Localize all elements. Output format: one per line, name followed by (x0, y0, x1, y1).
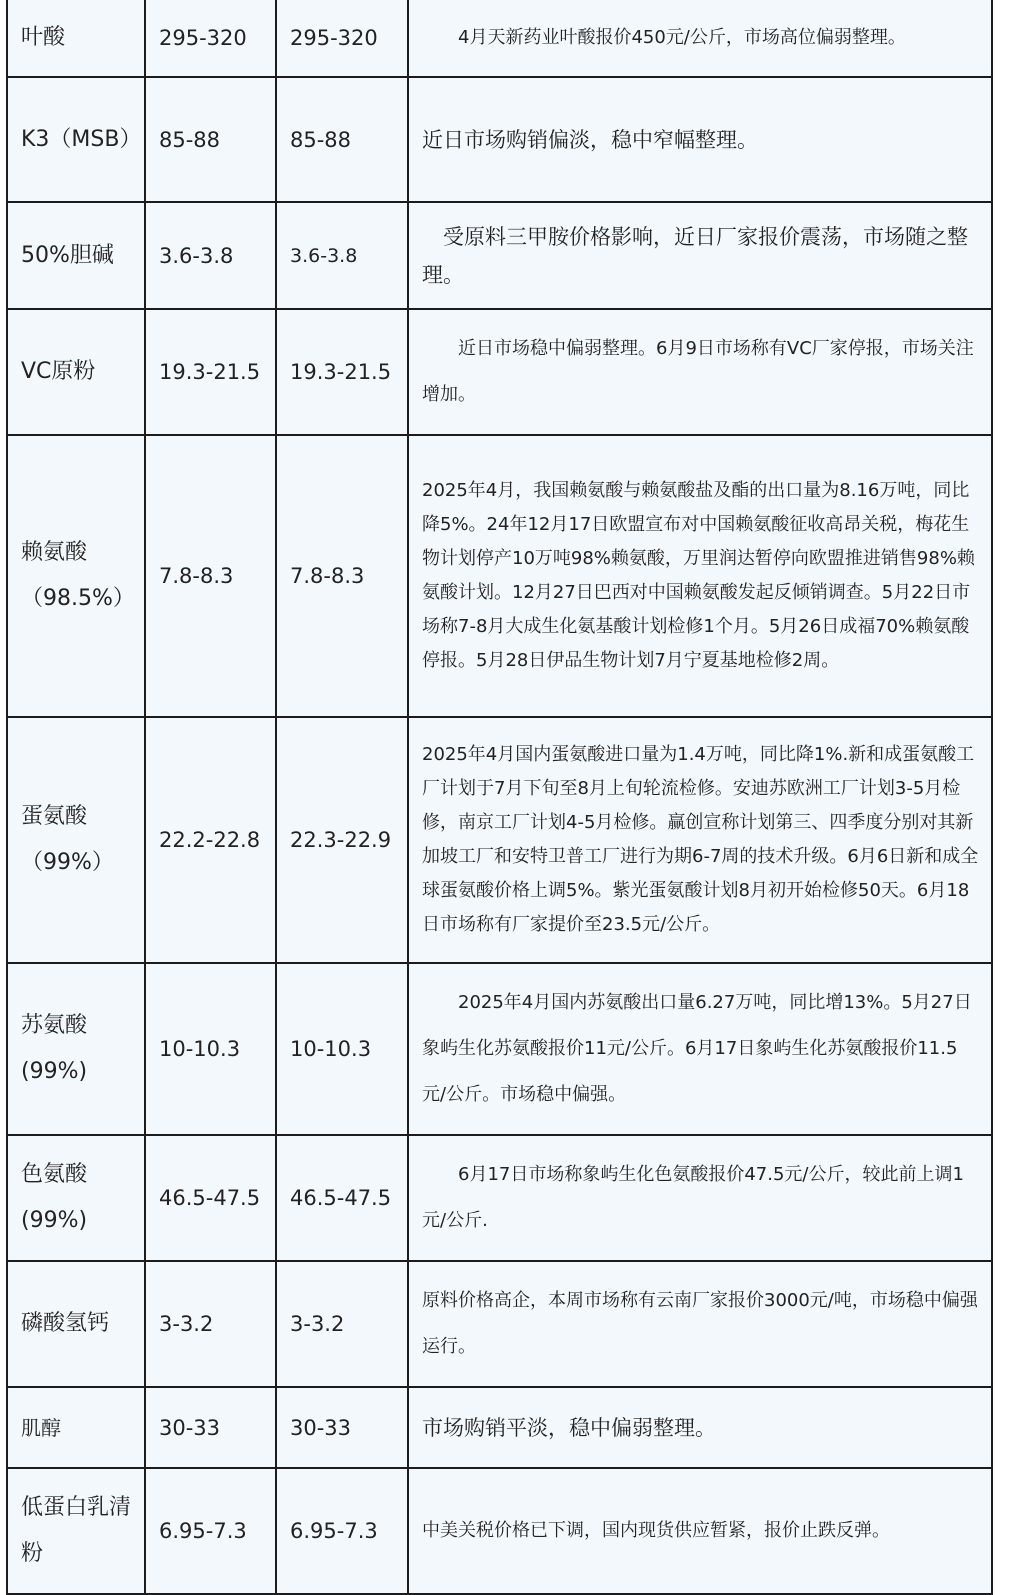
market-note-cell: 原料价格高企，本周市场称有云南厂家报价3000元/吨，市场稳中偏强运行。 (408, 1261, 992, 1387)
table-row (7, 77, 992, 202)
product-name-cell: 低蛋白乳清粉 (7, 1468, 145, 1594)
product-name-cell: K3（MSB） (7, 77, 145, 202)
product-name-cell: 蛋氨酸（99%） (7, 717, 145, 963)
price-a-cell: 7.8-8.3 (145, 435, 276, 717)
price-a-cell: 22.2-22.8 (145, 717, 276, 963)
price-b-cell: 6.95-7.3 (276, 1468, 408, 1594)
product-name-cell: 苏氨酸(99%) (7, 963, 145, 1135)
market-note-cell: 2025年4月，我国赖氨酸与赖氨酸盐及酯的出口量为8.16万吨，同比降5%。24年12月17日欧盟宣布对中国赖氨酸征收高昂关税，梅花生物计划停产10万吨98%赖氨酸，万里润达暂停向欧盟推进销售98%赖氨酸计划。12月27日巴西对中国赖氨酸发起反倾销调查。5月22日市场称7-8月大成生化氨基酸计划检修1个月。5月26日成福70%赖氨酸停报。5月28日伊品生物计划7月宁夏基地检修2周。 (408, 435, 992, 717)
price-b-cell: 22.3-22.9 (276, 717, 408, 963)
market-note-cell: 近日市场购销偏淡，稳中窄幅整理。 (408, 77, 992, 202)
table-row (7, 1468, 992, 1594)
product-name-cell: 赖氨酸（98.5%） (7, 435, 145, 717)
price-a-cell: 30-33 (145, 1387, 276, 1468)
table-row (7, 963, 992, 1135)
product-name-cell: VC原粉 (7, 309, 145, 435)
product-name-cell: 磷酸氢钙 (7, 1261, 145, 1387)
price-b-cell: 3.6-3.8 (276, 202, 408, 309)
market-note-cell: 近日市场稳中偏弱整理。6月9日市场称有VC厂家停报，市场关注增加。 (408, 309, 992, 435)
price-b-cell: 10-10.3 (276, 963, 408, 1135)
price-a-cell: 85-88 (145, 77, 276, 202)
price-a-cell: 46.5-47.5 (145, 1135, 276, 1261)
price-b-cell: 295-320 (276, 0, 408, 77)
product-name-cell: 50%胆碱 (7, 202, 145, 309)
table-row (7, 0, 992, 77)
product-name-cell: 色氨酸(99%) (7, 1135, 145, 1261)
table-row (7, 717, 992, 963)
table-row (7, 202, 992, 309)
price-b-cell: 85-88 (276, 77, 408, 202)
market-note-cell: 中美关税价格已下调，国内现货供应暂紧，报价止跌反弹。 (408, 1468, 992, 1594)
table-row (7, 309, 992, 435)
product-name-cell: 肌醇 (7, 1387, 145, 1468)
price-a-cell: 3.6-3.8 (145, 202, 276, 309)
price-a-cell: 6.95-7.3 (145, 1468, 276, 1594)
price-a-cell: 295-320 (145, 0, 276, 77)
table-row (7, 1387, 992, 1468)
market-note-cell: 市场购销平淡，稳中偏弱整理。 (408, 1387, 992, 1468)
table-row (7, 1261, 992, 1387)
price-a-cell: 10-10.3 (145, 963, 276, 1135)
price-a-cell: 3-3.2 (145, 1261, 276, 1387)
price-b-cell: 46.5-47.5 (276, 1135, 408, 1261)
market-note-cell: 2025年4月国内苏氨酸出口量6.27万吨，同比增13%。5月27日象屿生化苏氨酸报价11元/公斤。6月17日象屿生化苏氨酸报价11.5元/公斤。市场稳中偏强。 (408, 963, 992, 1135)
price-table (6, 0, 993, 1595)
price-b-cell: 7.8-8.3 (276, 435, 408, 717)
price-b-cell: 3-3.2 (276, 1261, 408, 1387)
price-b-cell: 30-33 (276, 1387, 408, 1468)
market-note-cell: 6月17日市场称象屿生化色氨酸报价47.5元/公斤，较此前上调1元/公斤. (408, 1135, 992, 1261)
table-row (7, 1135, 992, 1261)
price-a-cell: 19.3-21.5 (145, 309, 276, 435)
table-row (7, 435, 992, 717)
market-note-cell: 2025年4月国内蛋氨酸进口量为1.4万吨，同比降1%.新和成蛋氨酸工厂计划于7月下旬至8月上旬轮流检修。安迪苏欧洲工厂计划3-5月检修，南京工厂计划4-5月检修。赢创宣称计划第三、四季度分别对其新加坡工厂和安特卫普工厂进行为期6-7周的技术升级。6月6日新和成全球蛋氨酸价格上调5%。紫光蛋氨酸计划8月初开始检修50天。6月18日市场称有厂家提价至23.5元/公斤。 (408, 717, 992, 963)
market-note-cell: 受原料三甲胺价格影响，近日厂家报价震荡，市场随之整理。 (408, 202, 992, 309)
price-b-cell: 19.3-21.5 (276, 309, 408, 435)
market-note-cell: 4月天新药业叶酸报价450元/公斤，市场高位偏弱整理。 (408, 0, 992, 77)
product-name-cell: 叶酸 (7, 0, 145, 77)
